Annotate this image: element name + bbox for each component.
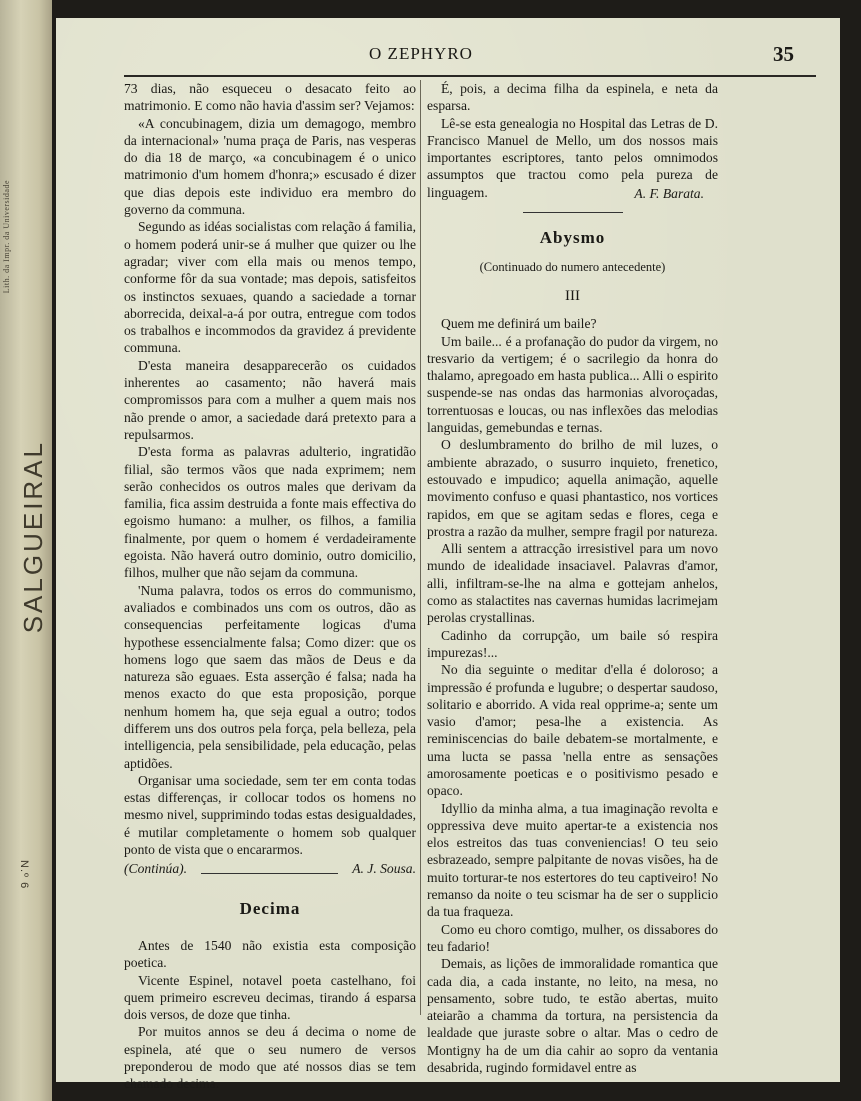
paragraph: Por muitos annos se deu á decima o nome de espinela, até que o seu numero de versos preponderou de modo que até nossos dias se tem chamado decima. bbox=[124, 1024, 416, 1092]
paragraph: Vicente Espinel, notavel poeta castelhano, foi quem primeiro escreveu decimas, tirando á esparsa dois versos, de doze que tinha. bbox=[124, 972, 416, 1023]
binding-imprint: Lith. da Impr. da Universidade bbox=[2, 180, 11, 294]
paragraph: D'esta forma as palavras adulterio, ingratidão filial, são termos vãos que nada exprimem; nem serão conhecidos os outros males que derivam da familia, fica assim destruida a fonte mais effectiva do egoismo humano: a mulher, os filhos, a familia finalmente, por quem o homem é verdadeiramente egoista. Não haverá outro dominio, outro domicilio, filhos, mulher que não sejam da communa. bbox=[124, 444, 416, 581]
decima-author: A. F. Barata. bbox=[634, 186, 704, 202]
page-number: 35 bbox=[773, 42, 794, 66]
header-rule bbox=[124, 75, 816, 77]
column-divider bbox=[420, 80, 421, 1015]
abysmo-heading: Abysmo bbox=[539, 228, 606, 248]
paragraph: No dia seguinte o meditar d'ella é doloroso; a impressão é profunda e lugubre; o despertar saudoso, solitario e aborrido. A vida real opprime-a; sente um vasio d'amor; pesa-lhe a existencia. As reminiscencias do baile debatem-se mortalmente, e uma lucta se passa 'nella entre as sensações amorosamente poeticas e o positivismo pesado e opaco. bbox=[427, 662, 718, 799]
paragraph: «A concubinagem, dizia um demagogo, membro da internacional» 'numa praça de Paris, nas vesperas do dia 18 de março, «a concubinagem é o unico matrimonio d'um homem d'honra;» escusado é dizer que dias depois este individuo era membro do governo da communa. bbox=[124, 115, 416, 218]
binding-code: N.º 6 bbox=[18, 860, 30, 890]
decima-heading: Decima bbox=[239, 898, 301, 918]
paragraph: Como eu choro comtigo, mulher, os dissabores do teu fadario! bbox=[427, 921, 718, 954]
abysmo-subheading: (Continuado do numero antecedente) bbox=[479, 259, 666, 274]
paragraph: Quem me definirá um baile? bbox=[441, 316, 597, 332]
continua-note: (Continúa). bbox=[124, 861, 188, 877]
paragraph: D'esta maneira desapparecerão os cuidados inherentes ao casamento; não haverá mais compromissos para com a mulher a quem mais nos não prende o amor, a saciedade dará pretexto para a repulsarmos. bbox=[124, 357, 416, 442]
running-title: O ZEPHYRO bbox=[369, 44, 473, 63]
paragraph: Organisar uma sociedade, sem ter em conta todas estas differenças, ir collocar todos os homens no mesmo nivel, supprimindo todas estas desigualdades, é mutilar completamente o homem sob qualquer ponto de vista que o encararmos. bbox=[124, 772, 416, 858]
paragraph: É, pois, a decima filha da espinela, e neta da esparsa. bbox=[427, 81, 718, 114]
right-column bbox=[427, 80, 718, 1076]
paragraph: Lê-se esta genealogia no Hospital das Letras de D. Francisco Manuel de Mello, um dos nossos mais importantes escriptores, tanto pelos omnimodos assumptos que tractou como pela pureza de linguagem. bbox=[427, 115, 718, 200]
left-column bbox=[124, 80, 416, 1093]
paragraph: O deslumbramento do brilho de mil luzes, o ambiente abrazado, o susurro inquieto, frenetico, estouvado e impudico; aquella animação, aquelle movimento confuso e quasi phantastico, nos vortices rapidos, em que se agitam sedas e flores, cega e prostra a razão da mulher, sempre fragil por natureza. bbox=[427, 437, 718, 539]
paragraph: Idyllio da minha alma, a tua imaginação revolta e oppressiva deve muito apertar-te a existencia nos elos estreitos das tuas conveniencias! O teu seio esbrazeado, sempre palpitante de novas visões, ha de muito torturar-te nos estertores do teu captiveiro! No remanso da noite o teu scismar ha de ser o supplicio da tua fraqueza. bbox=[427, 800, 718, 920]
paragraph: Demais, as lições de immoralidade romantica que cada dia, a cada instante, no leito, na mesa, no pensamento, sobre tudo, te estão abertas, muito ateiarão a chamma da tortura, na persistencia da lealdade que juraste sobre o altar. Mas o cedro de Montigny ha de um dia cahir ao sopro da ventania desabrida, rugindo formidavel entre as bbox=[427, 956, 718, 1076]
signature-rule bbox=[201, 873, 338, 874]
section-numeral: III bbox=[565, 287, 580, 304]
paragraph: Segundo as idéas socialistas com relação á familia, o homem poderá unir-se á mulher que quizer ou lhe agradar; viver com ella mais ou menos tempo, conforme fôr da sua vontade; mas depois, satisfeitos os instinctos sexuaes, quando a saciedade a tornar aborrecida, deixal-a-á por outra, entregue com todos os trabalhos e incommodos da gravidez á previdente communa. bbox=[124, 219, 416, 356]
paragraph: Alli sentem a attracção irresistivel para um novo mundo de idealidade insaciavel. Palavras d'amor, alli, infiltram-se-lhe na alma e gottejam anhelos, como as stalactites nas cavernas humidas lacrimejam perolas crystallinas. bbox=[427, 541, 718, 626]
paragraph: Antes de 1540 não existia esta composição poetica. bbox=[124, 937, 416, 971]
article-author: A. J. Sousa. bbox=[352, 861, 416, 877]
newspaper-page bbox=[56, 18, 840, 1092]
paragraph: Cadinho da corrupção, um baile só respira impurezas!... bbox=[427, 627, 718, 660]
paragraph: Um baile... é a profanação do pudor da virgem, no tresvario da vertigem; é o sacrilegio da honra do thalamo, apregoado em hasta publica... Alli o espirito suspende-se nas ondas das harmonias alvoroçadas, torrentuosas e loucas, ou nas inflexões das melodias languidas, gemebundas e ternas. bbox=[427, 333, 718, 436]
paragraph: 'Numa palavra, todos os erros do communismo, avaliados e combinados uns com os outros, dão as consequencias perfeitamente logicas d'uma hypothese essencialmente falsa; Como dizer: que os homens logo que saem das mãos de Deus e da natureza são eguaes. Esta asserção é falsa; nada ha menos exacto do que esta proposição, porque nenhum homem ha, que seja egual a outro; todos differem uns dos outros pela força, pela belleza, pela intelligencia, pela sensibilidade, pela educação, pelas aptidões. bbox=[124, 582, 416, 771]
binding-label: SALGUEIRAL bbox=[18, 440, 48, 634]
signature-line bbox=[124, 860, 416, 877]
paragraph: 73 dias, não esqueceu o desacato feito ao matrimonio. E como não havia d'assim ser? Vejamos: bbox=[124, 81, 416, 114]
section-rule bbox=[523, 212, 623, 213]
binding-board bbox=[0, 0, 52, 1101]
